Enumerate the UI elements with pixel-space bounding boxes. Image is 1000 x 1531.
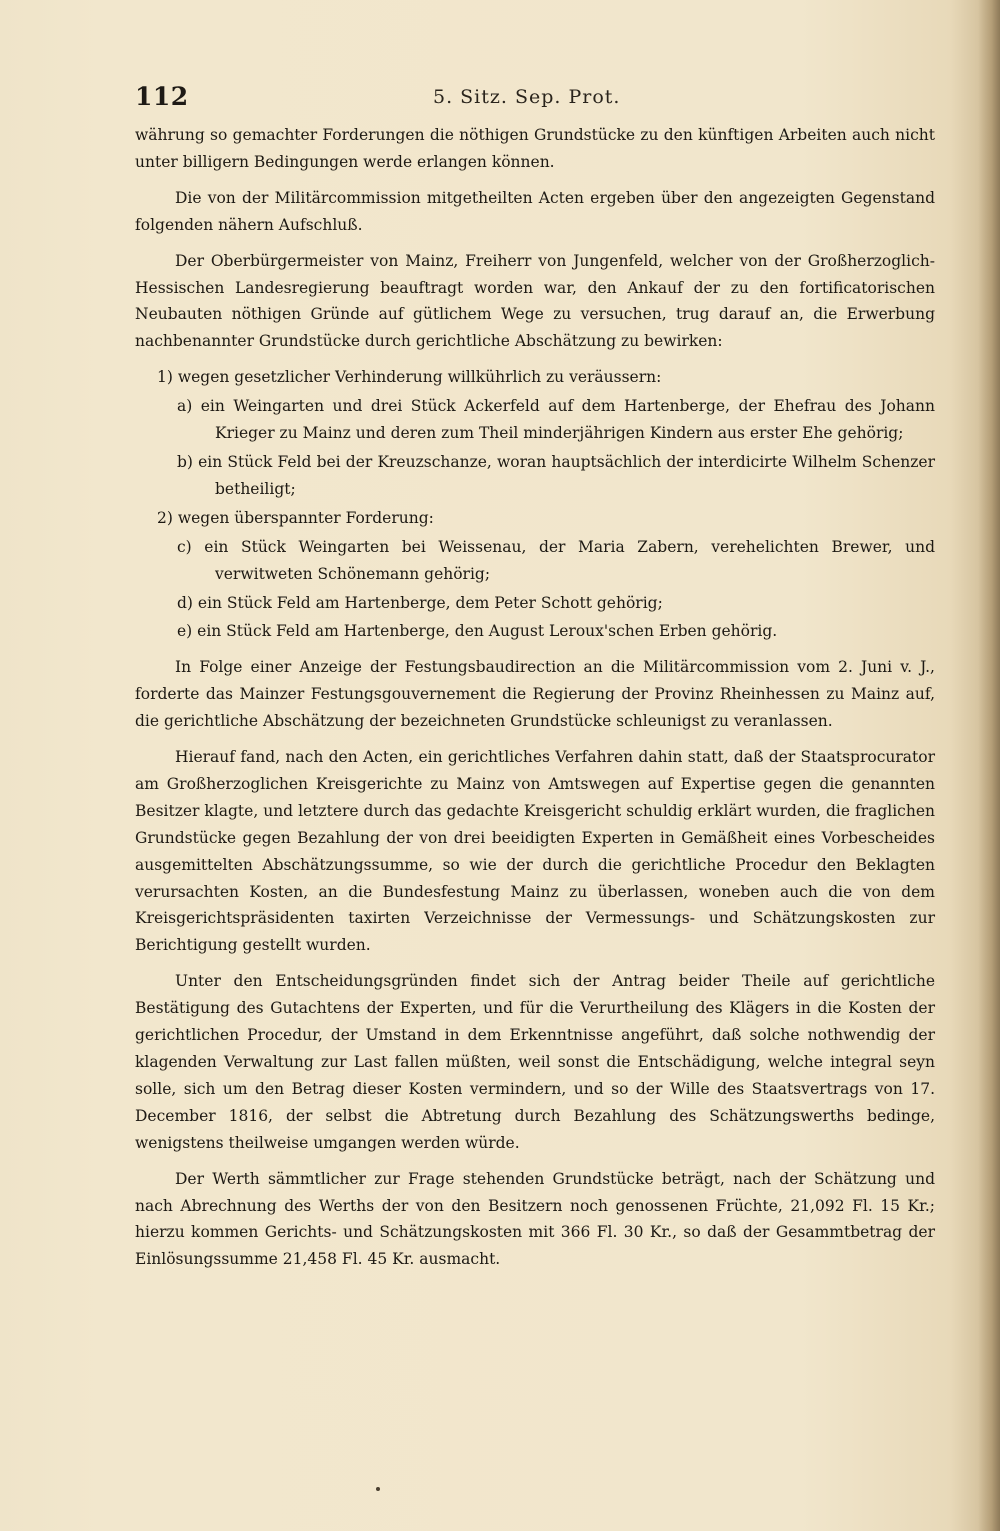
paragraph: Der Werth sämmtlicher zur Frage stehenden Grundstücke beträgt, nach der Schätzung und nach Abrechnung des Werths der von den Besitzern noch genossenen Früchte, 21,092 Fl. 15 Kr.; hierzu kommen Gerichts- und Schätzungskosten mit 366 Fl. 30 Kr., so daß der Gesammtbetrag der Einlösungssumme 21,458 Fl. 45 Kr. ausmacht. — [135, 1169, 935, 1269]
paragraph-continuation: währung so gemachter Forderungen die nöthigen Grundstücke zu den künftigen Arbeiten auch nicht unter billigern Bedingungen werde erlangen können. — [135, 126, 935, 171]
list-item: b) ein Stück Feld bei der Kreuzschanze, woran hauptsächlich der interdicirte Wilhelm Schenzer betheiligt; — [177, 452, 935, 498]
paragraph: In Folge einer Anzeige der Festungsbaudirection an die Militärcommission vom 2. Juni v. J., forderte das Mainzer Festungsgouvernement die Regierung der Provinz Rheinhessen zu Mainz auf, die gerichtliche Abschätzung der bezeichneten Grundstücke schleunigst zu veranlassen. — [135, 658, 935, 731]
list-group-heading: 2) wegen überspannter Forderung: — [157, 508, 434, 527]
page-edge-shadow — [978, 0, 1000, 1531]
page-number: 112 — [135, 82, 189, 111]
running-head: 5. Sitz. Sep. Prot. — [433, 86, 621, 108]
list-item: a) ein Weingarten und drei Stück Ackerfeld auf dem Hartenberge, der Ehefrau des Johann Krieger zu Mainz und deren zum Theil minderjährigen Kindern aus erster Ehe gehörig; — [177, 397, 935, 443]
page-header — [135, 82, 935, 118]
list-item: d) ein Stück Feld am Hartenberge, dem Peter Schott gehörig; — [177, 593, 663, 612]
body-text — [135, 122, 935, 1282]
ink-speck — [376, 1487, 380, 1491]
paragraph: Hierauf fand, nach den Acten, ein gerichtliches Verfahren dahin statt, daß der Staatsprocurator am Großherzoglichen Kreisgerichte zu Mainz von Amtswegen auf Expertise gegen die genannten Besitzer klagte, und letztere durch das gedachte Kreisgericht schuldig erklärt wurden, die fraglichen Grundstücke gegen Bezahlung der von drei beeidigten Experten in Gemäßheit eines Vorbescheides ausgemittelten Abschätzungssumme, so wie der durch die gerichtliche Procedur den Beklagten verursachten Kosten, an die Bundesfestung Mainz zu überlassen, woneben auch die von dem Kreisgerichtspräsidenten taxirten Verzeichnisse der Vermessungs- und Schätzungskosten zur Berichtigung gestellt wurden. — [135, 748, 935, 955]
paragraph: Der Oberbürgermeister von Mainz, Freiherr von Jungenfeld, welcher von der Großherzoglich-Hessischen Landesregierung beauftragt worden war, den Ankauf der zu den fortificatorischen Neubauten nöthigen Gründe auf gütlichem Wege zu versuchen, trug darauf an, die Erwerbung nachbenannter Grundstücke durch gerichtliche Abschätzung zu bewirken: — [135, 251, 935, 351]
list-item: e) ein Stück Feld am Hartenberge, den August Leroux'schen Erben gehörig. — [177, 622, 778, 641]
list-item: c) ein Stück Weingarten bei Weissenau, der Maria Zabern, verehelichten Brewer, und verwitweten Schönemann gehörig; — [177, 537, 935, 583]
paragraph: Die von der Militärcommission mitgetheilten Acten ergeben über den angezeigten Gegenstand folgenden nähern Aufschluß. — [135, 188, 935, 234]
list-group-heading: 1) wegen gesetzlicher Verhinderung willkührlich zu veräussern: — [157, 368, 662, 387]
paragraph: Unter den Entscheidungsgründen findet sich der Antrag beider Theile auf gerichtliche Bestätigung des Gutachtens der Experten, und für die Verurtheilung des Klägers in die Kosten der gerichtlichen Procedur, der Umstand in dem Erkenntnisse angeführt, daß solche nothwendig der klagenden Verwaltung zur Last fallen müßten, weil sonst die Entschädigung, welche integral seyn solle, sich um den Betrag dieser Kosten vermindern, und so der Wille des Staatsvertrags von 17. December 1816, der selbst die Abtretung durch Bezahlung des Schätzungswerths bedinge, wenigstens theilweise umgangen werden würde. — [135, 972, 935, 1152]
